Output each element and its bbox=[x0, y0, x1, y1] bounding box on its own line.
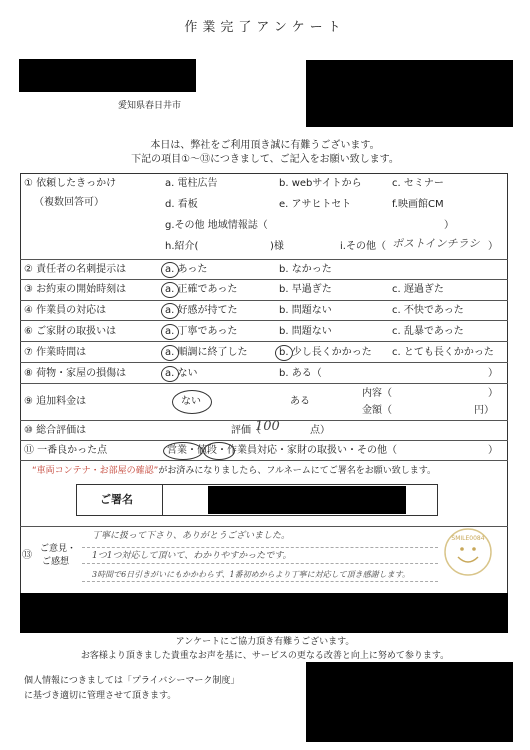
comment-rule bbox=[82, 547, 438, 548]
signature-label: ご署名 bbox=[100, 493, 133, 506]
q2-option-b[interactable]: b. なかった bbox=[279, 264, 332, 275]
footer-thanks-2: お客様より頂きました貴重なお声を基に、サービスの更なる改善と向上に努めて参ります。 bbox=[80, 651, 450, 661]
q1-sublabel: （複数回答可） bbox=[34, 197, 104, 208]
answer-circle-mark bbox=[203, 442, 235, 460]
answer-circle-mark bbox=[161, 303, 179, 319]
answer-circle-mark bbox=[161, 262, 179, 278]
q9-content-close: ） bbox=[488, 388, 498, 399]
q1-option-c[interactable]: c. セミナー bbox=[392, 178, 444, 189]
q10-score-value: 100 bbox=[255, 419, 280, 434]
q6-label: ⑥ ご家財の取扱いは bbox=[24, 326, 117, 337]
answer-circle-mark bbox=[161, 366, 179, 382]
signature-instruction bbox=[32, 465, 436, 477]
row-divider bbox=[20, 526, 508, 527]
q9-amount-close: 円） bbox=[474, 405, 494, 416]
q7-label: ⑦ 作業時間は bbox=[24, 347, 87, 358]
row-divider bbox=[20, 259, 508, 260]
q13-number: ⑬ bbox=[22, 550, 32, 561]
q4-option-a[interactable]: a. 好感が持てた bbox=[165, 305, 238, 316]
signature-box-divider bbox=[162, 484, 163, 516]
q4-label: ④ 作業員の対応は bbox=[24, 305, 107, 316]
q10-score-suffix: 点） bbox=[310, 425, 330, 436]
comment-line-2: 1つ1つ対応して頂いて、わかりやすかったです。 bbox=[92, 551, 292, 561]
q6-option-b[interactable]: b. 問題ない bbox=[279, 326, 332, 337]
q8-option-a[interactable]: a. ない bbox=[165, 368, 198, 379]
q1-option-b[interactable]: b. webサイトから bbox=[279, 178, 362, 189]
q6-option-c[interactable]: c. 乱暴であった bbox=[392, 326, 464, 337]
row-divider bbox=[20, 362, 508, 363]
smile-stamp-icon bbox=[443, 527, 493, 577]
comment-line-1: 丁寧に扱って下さり、ありがとうございました。 bbox=[92, 531, 291, 541]
q13-label-line2: ご感想 bbox=[42, 557, 70, 567]
intro-line-1: 本日は、弊社をご利用頂き誠に有難うございます。 bbox=[150, 140, 380, 151]
q11-options-close: ） bbox=[488, 445, 498, 456]
comment-rule bbox=[82, 581, 438, 582]
signature-instruction-text: がお済みになりましたら、フルネームにてご署名をお願い致します。 bbox=[158, 466, 436, 476]
q3-option-a[interactable]: a. 正確であった bbox=[165, 284, 238, 295]
q9-amount-label: 金額（ bbox=[362, 405, 392, 416]
q2-label: ② 責任者の名刺提示は bbox=[24, 264, 127, 275]
q7-option-b[interactable]: b. 少し長くかかった bbox=[279, 347, 372, 358]
q9-option-nai[interactable]: ない bbox=[181, 396, 201, 407]
q3-label: ③ お約束の開始時刻は bbox=[24, 284, 127, 295]
q6-option-a[interactable]: a. 丁寧であった bbox=[165, 326, 238, 337]
redacted-company-footer bbox=[306, 662, 513, 742]
signature-instruction-highlight: “車両コンテナ・お部屋の確認” bbox=[32, 466, 159, 476]
q1-option-g-close: ） bbox=[444, 220, 454, 231]
redacted-footer-banner bbox=[20, 593, 508, 633]
answer-circle-mark bbox=[161, 345, 179, 361]
q10-score-prefix: 評価（ bbox=[231, 425, 261, 436]
row-divider bbox=[20, 460, 508, 461]
q13-label-line1: ご意見・ bbox=[40, 544, 77, 554]
city-address: 愛知県春日井市 bbox=[118, 101, 182, 111]
q1-option-i-close: ） bbox=[488, 241, 498, 252]
smile-stamp-text: SMILE0084 bbox=[451, 535, 485, 542]
comment-line-3: 3時間で6日引きがいにもかかわらず、1番初めからより丁寧に対応して頂き感謝します。 bbox=[92, 570, 410, 579]
q1-option-a[interactable]: a. 電柱広告 bbox=[165, 178, 218, 189]
answer-circle-mark bbox=[163, 442, 203, 460]
comment-rule bbox=[82, 563, 438, 564]
q9-option-aru[interactable]: ある bbox=[290, 396, 310, 407]
q1-option-i[interactable]: i.その他（ bbox=[340, 241, 386, 252]
footer-thanks-1: アンケートにご協力頂き有難うございます。 bbox=[175, 637, 355, 647]
q3-option-c[interactable]: c. 遅過ぎた bbox=[392, 284, 444, 295]
page-title: 作業完了アンケート bbox=[184, 20, 346, 35]
redacted-signature bbox=[208, 486, 406, 514]
q11-options[interactable]: 営業・値段・作業員対応・家財の取扱い・その他（ bbox=[167, 445, 397, 456]
q7-option-c[interactable]: c. とても長くかかった bbox=[392, 347, 494, 358]
privacy-note-1: 個人情報につきましては「プライバシーマーク制度」 bbox=[24, 676, 240, 686]
q1-option-i-handwritten: ポストインチラシ bbox=[392, 237, 480, 250]
row-divider bbox=[20, 320, 508, 321]
answer-circle-mark bbox=[161, 282, 179, 298]
q1-option-d[interactable]: d. 看板 bbox=[165, 199, 198, 210]
intro-line-2: 下記の項目①～⑬につきまして、ご記入をお願い致します。 bbox=[131, 154, 399, 165]
q8-option-b-close: ） bbox=[488, 368, 498, 379]
redacted-company-info bbox=[306, 60, 513, 127]
row-divider bbox=[20, 279, 508, 280]
privacy-note-2: に基づき適切に管理させて頂きます。 bbox=[24, 691, 177, 701]
q10-label: ⑩ 総合評価は bbox=[24, 425, 87, 436]
q3-option-b[interactable]: b. 早過ぎた bbox=[279, 284, 332, 295]
q1-option-h-close: )様 bbox=[270, 241, 284, 252]
q11-label: ⑪ 一番良かった点 bbox=[24, 445, 108, 456]
row-divider bbox=[20, 383, 508, 384]
q9-content-label: 内容（ bbox=[362, 388, 392, 399]
q4-option-b[interactable]: b. 問題ない bbox=[279, 305, 332, 316]
q8-label: ⑧ 荷物・家屋の損傷は bbox=[24, 368, 127, 379]
redacted-customer-name bbox=[19, 59, 196, 92]
answer-circle-mark bbox=[275, 345, 293, 361]
q4-option-c[interactable]: c. 不快であった bbox=[392, 305, 464, 316]
q1-option-h[interactable]: h.紹介( bbox=[165, 241, 199, 252]
row-divider bbox=[20, 300, 508, 301]
answer-circle-mark bbox=[161, 324, 179, 340]
q1-label: ① 依頼したきっかけ bbox=[24, 178, 117, 189]
q2-option-a[interactable]: a. あった bbox=[165, 264, 208, 275]
q7-option-a[interactable]: a. 順調に終了した bbox=[165, 347, 248, 358]
q1-option-e[interactable]: e. アサヒトセト bbox=[279, 199, 352, 210]
q8-option-b[interactable]: b. ある（ bbox=[279, 368, 322, 379]
row-divider bbox=[20, 341, 508, 342]
row-divider bbox=[20, 440, 508, 441]
q9-label: ⑨ 追加料金は bbox=[24, 396, 87, 407]
q1-option-g[interactable]: g.その他 地域情報誌（ bbox=[165, 220, 268, 231]
answer-circle-mark bbox=[172, 390, 212, 414]
q1-option-f[interactable]: f.映画館CM bbox=[392, 199, 444, 210]
